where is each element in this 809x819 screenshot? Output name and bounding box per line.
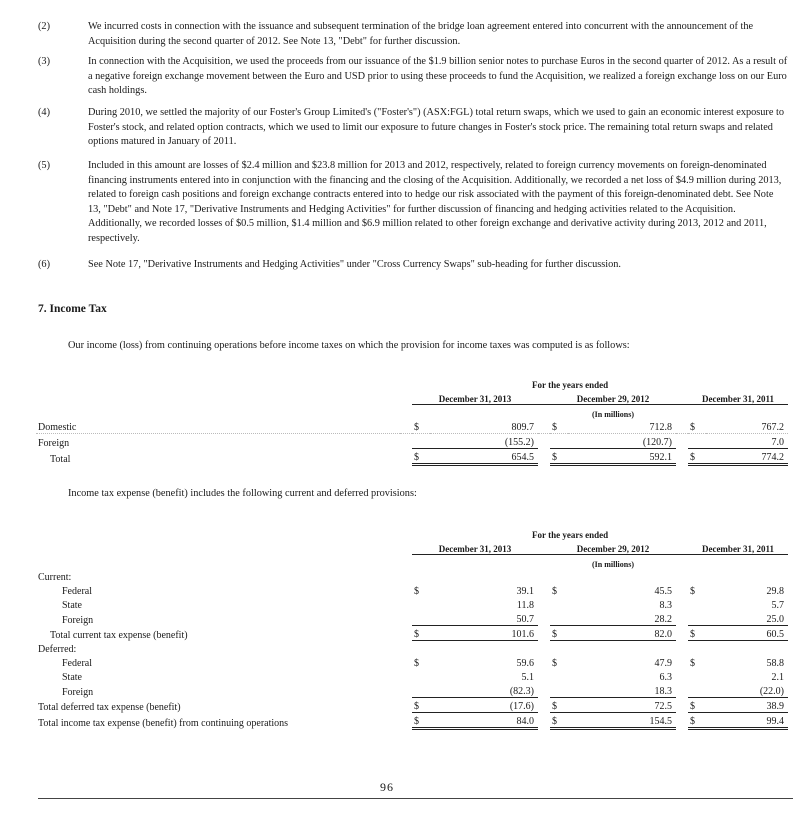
dollar-sign: $ (688, 626, 706, 641)
value-2011: 58.8 (766, 658, 784, 669)
dollar-sign: $ (688, 698, 706, 713)
header-col-2013: December 31, 2013 (412, 390, 538, 405)
value-2013: 59.6 (516, 658, 534, 669)
dollar-sign: $ (550, 713, 568, 729)
units-label: (In millions) (591, 410, 634, 419)
value-2013: 809.7 (511, 422, 534, 433)
row-label: Foreign (62, 614, 94, 626)
row-label: Total current tax expense (benefit) (50, 629, 188, 641)
footnote-text: See Note 17, "Derivative Instruments and Hedging Activities" under "Cross Currency Swaps" sub-heading for further discussion. (88, 259, 621, 270)
footnote-number: (2) (38, 21, 51, 32)
table-row-total (36, 713, 788, 729)
dollar-sign: $ (552, 658, 557, 669)
row-label: Total deferred tax expense (benefit) (38, 701, 181, 713)
dollar-sign: $ (688, 449, 706, 465)
value-2011: 29.8 (766, 586, 784, 597)
dollar-sign: $ (690, 422, 695, 433)
current-label: Current: (38, 572, 72, 583)
value-2012: 45.5 (654, 586, 672, 597)
footnote-text: Included in this amount are losses of $2.4 million and $23.8 million for 2013 and 2012, respectively, related to foreign currency movements on foreign-denominated financing instruments entered into in conjunction with the financing and the closing of the Acquisition. Additionally, we recorded a net loss of $4.9 million during 2013, related to foreign cash positions and foreign exchange contracts entered into to hedge our risk associated with the payment of this foreign-denominated debt. See Note 13, "Debt" and Note 17, "Derivative Instruments and Hedging Activities" for further discussion of financing and hedging activities related to the Acquisition. Additionally, we recorded losses of $0.5 million, $1.4 million and $6.9 million related to other foreign exchange and derivative activity during 2013, 2012 and 2011, respectively. (88, 160, 782, 244)
header-col-2013: December 31, 2013 (412, 540, 538, 555)
value-2013: (82.3) (430, 683, 538, 698)
dollar-sign: $ (550, 449, 568, 465)
row-label: Domestic (38, 422, 77, 433)
header-group: For the years ended (532, 380, 609, 390)
value-2013: 654.5 (430, 449, 538, 465)
value-2011: 7.0 (706, 434, 788, 449)
row-label: State (62, 672, 82, 683)
dollar-sign: $ (414, 658, 419, 669)
value-2011: 774.2 (706, 449, 788, 465)
dollar-sign: $ (412, 626, 430, 641)
value-2013: (17.6) (430, 698, 538, 713)
footnote-number: (4) (38, 107, 51, 118)
table-row-subtotal (36, 698, 788, 713)
header-col-2011: December 31, 2011 (688, 540, 788, 555)
footnote-text: During 2010, we settled the majority of our Foster's Group Limited's ("Foster's") (ASX:FGL) total return swaps, which we used to gain an economic interest exposure to Foster's stock, and related option contracts, which we used to limit our exposure to future changes in Foster's stock price. The remaining total return swaps and related options matured in January of 2011. (88, 107, 785, 147)
dollar-sign: $ (550, 698, 568, 713)
value-2011: (22.0) (706, 683, 788, 698)
row-label: Total income tax expense (benefit) from continuing operations (38, 717, 289, 729)
value-2012: 592.1 (568, 449, 676, 465)
header-col-2012: December 29, 2012 (550, 540, 676, 555)
value-2011: 767.2 (761, 422, 784, 433)
table-row (36, 683, 788, 698)
footnote-number: (6) (38, 259, 51, 270)
dollar-sign: $ (414, 422, 419, 433)
row-label: Federal (62, 586, 92, 597)
value-2012: 28.2 (568, 611, 676, 626)
value-2012: (120.7) (568, 434, 676, 449)
header-col-2011: December 31, 2011 (688, 390, 788, 405)
footnote-number: (5) (38, 160, 51, 171)
footnote-text: In connection with the Acquisition, we used the proceeds from our issuance of the $1.9 billion senior notes to purchase Euros in the second quarter of 2012. As a result of a negative foreign exchange movement between the Euro and USD prior to using these proceeds to fund the Acquisition, we realized a foreign exchange loss on our Euro cash holdings. (88, 56, 788, 96)
value-2013: 101.6 (430, 626, 538, 641)
dollar-sign: $ (552, 586, 557, 597)
value-2011: 38.9 (706, 698, 788, 713)
value-2013: 5.1 (521, 672, 534, 683)
units-label: (In millions) (591, 560, 634, 569)
value-2013: 50.7 (430, 611, 538, 626)
dollar-sign: $ (690, 586, 695, 597)
table-row (36, 434, 788, 449)
value-2011: 2.1 (771, 672, 784, 683)
footnote-number: (3) (38, 56, 51, 67)
income-before-taxes-table (36, 376, 788, 466)
dollar-sign: $ (412, 449, 430, 465)
value-2012: 712.8 (649, 422, 672, 433)
value-2011: 60.5 (706, 626, 788, 641)
header-group: For the years ended (532, 530, 609, 540)
value-2012: 18.3 (568, 683, 676, 698)
table-row (36, 419, 788, 434)
dollar-sign: $ (688, 713, 706, 729)
table-row (36, 655, 788, 669)
value-2012: 47.9 (654, 658, 672, 669)
dollar-sign: $ (550, 626, 568, 641)
dollar-sign: $ (690, 658, 695, 669)
value-2011: 99.4 (706, 713, 788, 729)
page-number: 96 (380, 780, 394, 794)
value-2013: 11.8 (516, 600, 534, 611)
value-2013: 84.0 (430, 713, 538, 729)
table-row (36, 669, 788, 683)
dollar-sign: $ (414, 586, 419, 597)
value-2012: 8.3 (659, 600, 672, 611)
table-row (36, 583, 788, 597)
row-label: Total (50, 453, 71, 465)
header-col-2012: December 29, 2012 (550, 390, 676, 405)
footnote-text: We incurred costs in connection with the issuance and subsequent termination of the bridge loan agreement entered into concurrent with the announcement of the Acquisition during the second quarter of 2012. See Note 13, "Debt" for further discussion. (88, 21, 754, 47)
value-2012: 154.5 (568, 713, 676, 729)
value-2011: 25.0 (706, 611, 788, 626)
intro-income-text: Our income (loss) from continuing operations before income taxes on which the provision for income taxes was computed is as follows: (68, 340, 630, 351)
dollar-sign: $ (412, 713, 430, 729)
value-2013: (155.2) (430, 434, 538, 449)
intro-tax-text: Income tax expense (benefit) includes the following current and deferred provisions: (68, 488, 417, 499)
table-row-subtotal (36, 626, 788, 641)
row-label: Foreign (62, 686, 94, 698)
dollar-sign: $ (552, 422, 557, 433)
value-2012: 82.0 (568, 626, 676, 641)
dollar-sign: $ (412, 698, 430, 713)
income-tax-provision-table (36, 526, 788, 730)
deferred-label: Deferred: (38, 644, 77, 655)
row-label: Federal (62, 658, 92, 669)
value-2011: 5.7 (771, 600, 784, 611)
table-row (36, 597, 788, 611)
table-row (36, 611, 788, 626)
value-2013: 39.1 (516, 586, 534, 597)
section-title: 7. Income Tax (38, 303, 107, 315)
bottom-rule (38, 798, 793, 799)
table-row-total (36, 449, 788, 465)
value-2012: 72.5 (568, 698, 676, 713)
row-label: Foreign (38, 437, 70, 449)
row-label: State (62, 600, 82, 611)
value-2012: 6.3 (659, 672, 672, 683)
